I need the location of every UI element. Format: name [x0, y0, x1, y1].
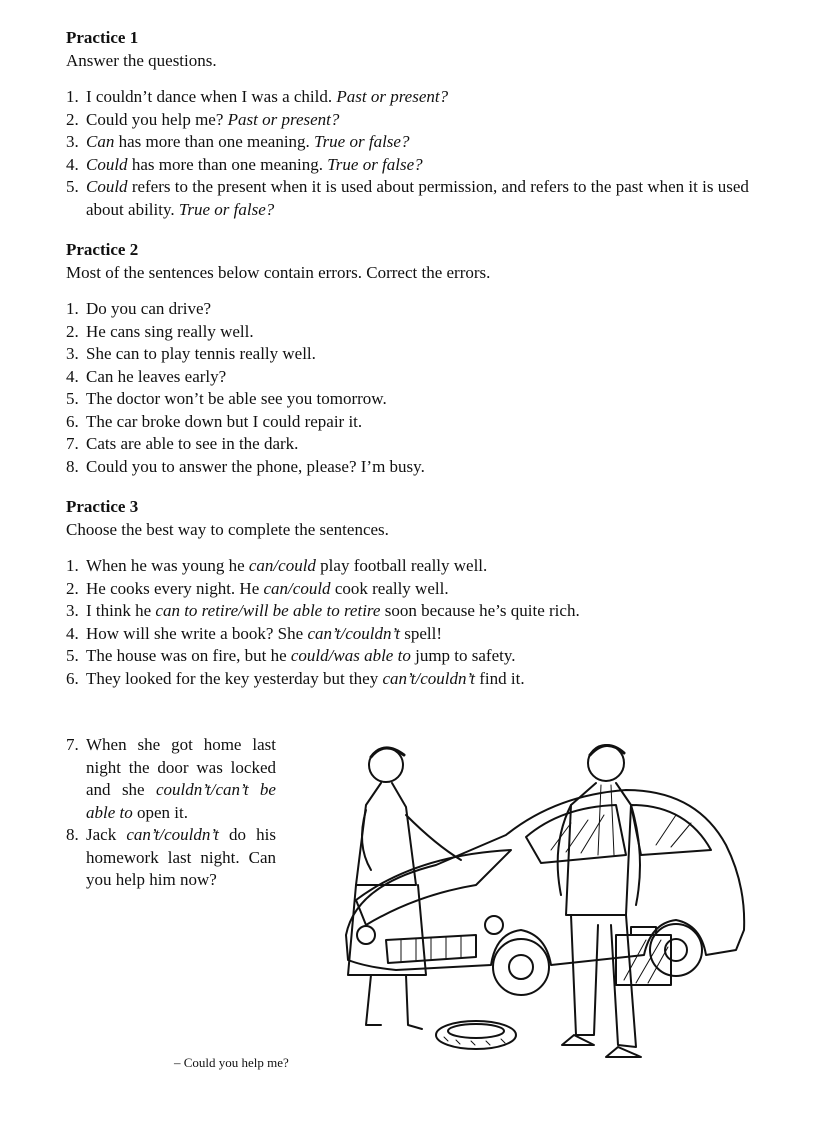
practice-2-list [66, 298, 766, 478]
list-item: 2. He cooks every night. He can/could cook really well. [66, 578, 449, 598]
headlight [485, 916, 503, 934]
practice-3-instruction: Choose the best way to complete the sentences. [66, 520, 389, 539]
practice-1-title: Practice 1 [66, 28, 139, 47]
list-item: 6. The car broke down but I could repair it. [66, 411, 363, 431]
list-item: 2. He cans sing really well. [66, 321, 254, 341]
list-item: 5. Could refers to the present when it is used about permission, and refers to the past when it is used about ability. True or false? [66, 177, 749, 219]
list-item: 3. She can to play tennis really well. [66, 344, 316, 363]
list-item: 6. They looked for the key yesterday but they can’t/couldn’t find it. [66, 668, 525, 688]
practice-2-title: Practice 2 [66, 240, 139, 259]
list-item: 4. How will she write a book? She can’t/couldn’t spell! [66, 623, 443, 643]
car-wheel [650, 924, 702, 976]
headlight [357, 926, 375, 944]
list-item: 3. Can has more than one meaning. True or false? [66, 132, 410, 151]
list-item: 8. Could you to answer the phone, please? I’m busy. [66, 456, 425, 476]
practice-3 [66, 495, 766, 690]
list-item: 4. Can he leaves early? [66, 366, 227, 386]
car-breakdown-illustration [326, 735, 756, 1065]
spare-tyre [436, 1021, 516, 1049]
practice-1 [66, 26, 766, 221]
list-item: 7. When she got home last night the door was locked and she couldn’t/can’t be able to open it. [66, 735, 276, 822]
practice-3-list [66, 555, 766, 690]
list-item: 1. Do you can drive? [66, 299, 212, 318]
list-item: 3. I think he can to retire/will be able to retire soon because he’s quite rich. [66, 601, 580, 620]
worksheet [66, 26, 766, 690]
illustration-caption: – Could you help me? [174, 1055, 289, 1070]
woman-body [356, 783, 416, 885]
practice-3-narrow-items [66, 734, 276, 892]
practice-3-title: Practice 3 [66, 497, 139, 516]
list-item: 1. I couldn’t dance when I was a child. Past or present? [66, 87, 449, 106]
list-item: 2. Could you help me? Past or present? [66, 109, 340, 129]
list-item: 7. Cats are able to see in the dark. [66, 434, 299, 453]
practice-2-instruction: Most of the sentences below contain errors. Correct the errors. [66, 263, 491, 282]
practice-2 [66, 238, 766, 478]
list-item: 4. Could has more than one meaning. True or false? [66, 154, 423, 174]
car-window [526, 805, 626, 863]
practice-1-list [66, 86, 766, 221]
list-item: 5. The doctor won’t be able see you tomorrow. [66, 389, 387, 408]
practice-1-instruction: Answer the questions. [66, 51, 217, 70]
car-wheel [493, 939, 549, 995]
list-item: 5. The house was on fire, but he could/was able to jump to safety. [66, 646, 516, 665]
list-item: 8. Jack can’t/couldn’t do his homework last night. Can you help him now? [66, 825, 276, 889]
briefcase-icon [616, 935, 671, 985]
list-item: 1. When he was young he can/could play football really well. [66, 556, 488, 575]
